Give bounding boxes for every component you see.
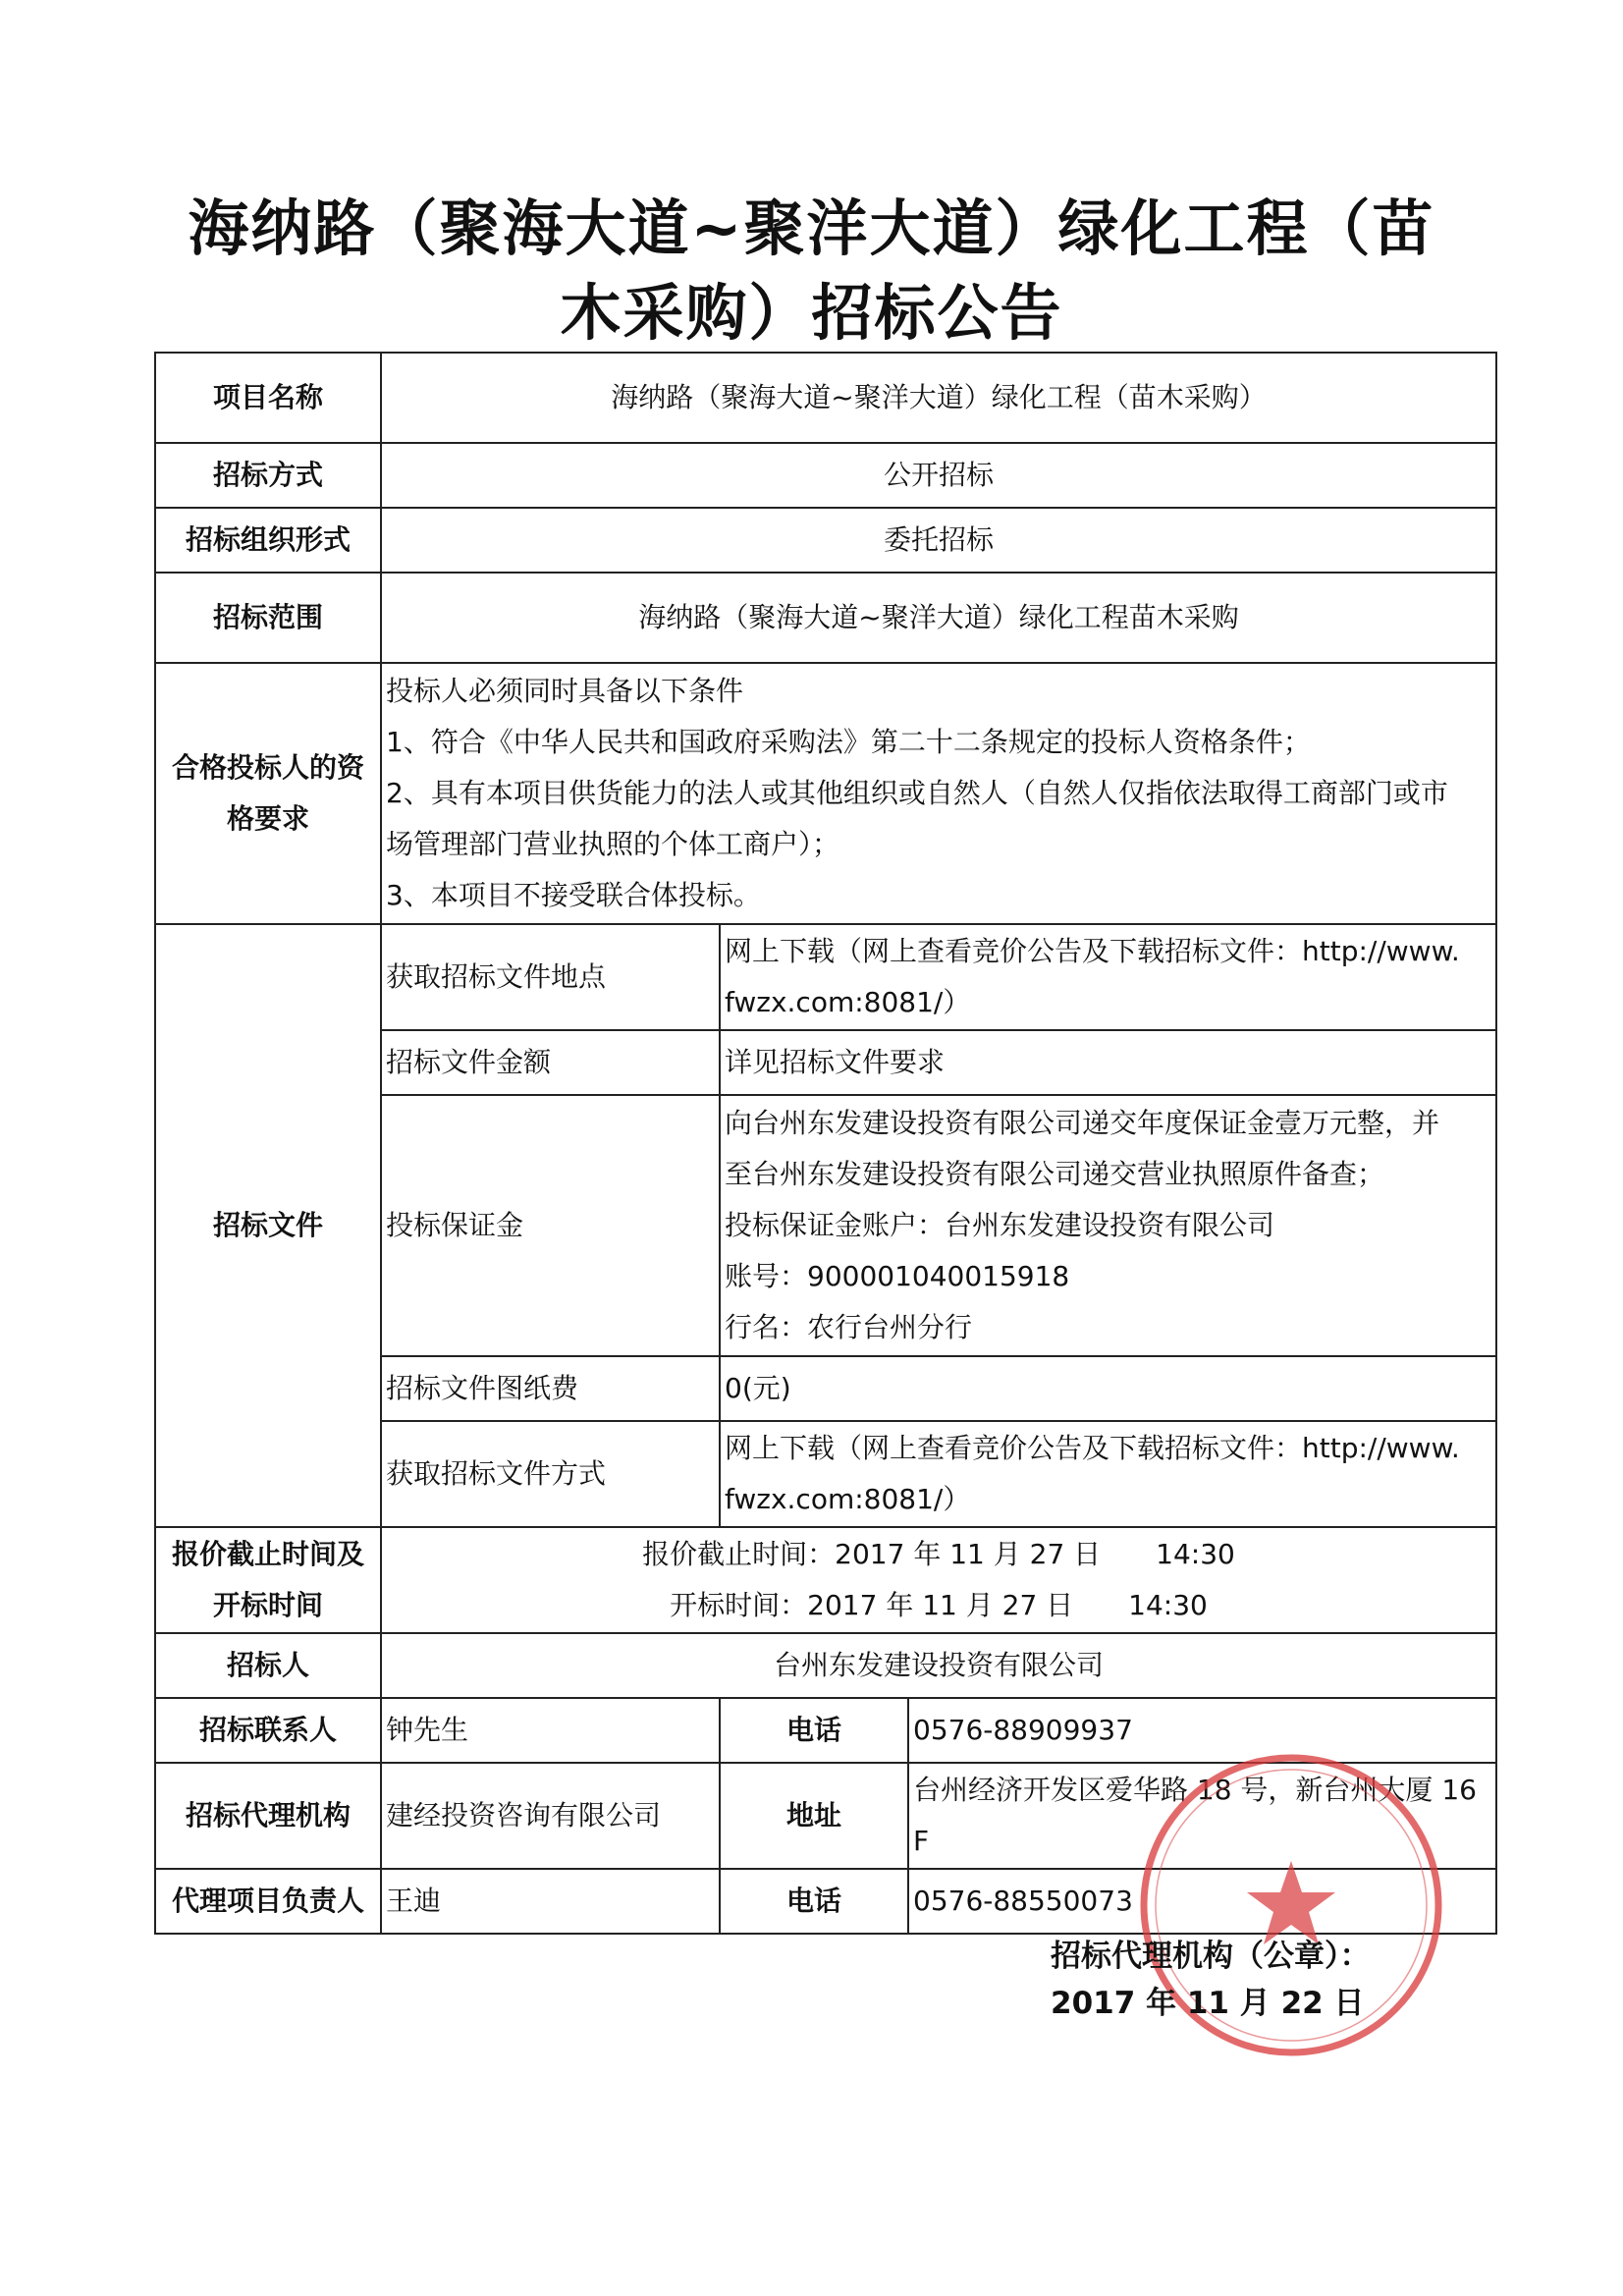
deposit-line: 账号：900001040015918 — [725, 1260, 1070, 1292]
deadline-label — [155, 1527, 381, 1633]
qualification-line: 1、符合《中华人民共和国政府采购法》第二十二条规定的投标人资格条件； — [386, 726, 1311, 758]
get-method-line: fwzx.com:8081/） — [725, 1483, 971, 1515]
deadline-value — [381, 1527, 1496, 1633]
get-method-value — [720, 1421, 1496, 1527]
method-label: 招标方式 — [155, 443, 381, 508]
table-row — [155, 573, 1496, 663]
open-time: 开标时间：2017 年 11 月 27 日 14:30 — [670, 1589, 1208, 1621]
project-name-value: 海纳路（聚海大道~聚洋大道）绿化工程（苗木采购） — [381, 353, 1496, 443]
agency-label: 招标代理机构 — [155, 1763, 381, 1869]
table-row — [155, 1633, 1496, 1698]
agent-lead-value: 王迪 — [381, 1869, 720, 1934]
contact-label: 招标联系人 — [155, 1698, 381, 1763]
qualification-value — [381, 663, 1496, 924]
get-location-value — [720, 924, 1496, 1030]
table-row — [155, 443, 1496, 508]
deposit-line: 投标保证金账户：台州东发建设投资有限公司 — [725, 1209, 1275, 1241]
tenderer-value: 台州东发建设投资有限公司 — [381, 1633, 1496, 1698]
deadline-label-text: 报价截止时间及开标时间 — [171, 1538, 364, 1621]
table-row — [155, 1527, 1496, 1633]
method-value: 公开招标 — [381, 443, 1496, 508]
amount-label: 招标文件金额 — [381, 1030, 720, 1095]
contact-phone-value: 0576-88909937 — [908, 1698, 1496, 1763]
amount-value: 详见招标文件要求 — [720, 1030, 1496, 1095]
tenderer-label: 招标人 — [155, 1633, 381, 1698]
get-location-line: 网上下载（网上查看竞价公告及下载招标文件：http://www. — [725, 935, 1460, 967]
agency-value: 建经投资咨询有限公司 — [381, 1763, 720, 1869]
table-row — [155, 663, 1496, 924]
get-location-label: 获取招标文件地点 — [381, 924, 720, 1030]
table-row — [155, 353, 1496, 443]
announcement-table — [154, 352, 1497, 1935]
contact-value: 钟先生 — [381, 1698, 720, 1763]
scope-label: 招标范围 — [155, 573, 381, 663]
deposit-line: 行名：农行台州分行 — [725, 1311, 973, 1343]
docs-label: 招标文件 — [155, 924, 381, 1527]
qualification-line: 2、具有本项目供货能力的法人或其他组织或自然人（自然人仅指依法取得工商部门或市 — [386, 777, 1448, 809]
table-row — [155, 508, 1496, 573]
quote-deadline: 报价截止时间：2017 年 11 月 27 日 14:30 — [642, 1538, 1235, 1570]
table-row — [155, 924, 1496, 1030]
address-line: 台州经济开发区爱华路 18 号，新台州大厦 16 — [913, 1774, 1477, 1806]
org-form-value: 委托招标 — [381, 508, 1496, 573]
get-method-line: 网上下载（网上查看竞价公告及下载招标文件：http://www. — [725, 1432, 1460, 1464]
qualification-line: 场管理部门营业执照的个体工商户）； — [386, 828, 840, 860]
scope-value: 海纳路（聚海大道~聚洋大道）绿化工程苗木采购 — [381, 573, 1496, 663]
drawing-fee-value: 0(元) — [720, 1356, 1496, 1421]
address-line: F — [913, 1825, 930, 1857]
footer — [1051, 1933, 1371, 2027]
agency-address-label: 地址 — [720, 1763, 908, 1869]
seal-caption: 招标代理机构（公章）： — [1051, 1939, 1371, 1974]
deposit-label: 投标保证金 — [381, 1095, 720, 1356]
qualification-label — [155, 663, 381, 924]
title-line-1: 海纳路（聚海大道~聚洋大道）绿化工程（苗 — [188, 192, 1435, 264]
title-line-2: 木采购）招标公告 — [560, 277, 1063, 349]
project-name-label: 项目名称 — [155, 353, 381, 443]
org-form-label: 招标组织形式 — [155, 508, 381, 573]
drawing-fee-label: 招标文件图纸费 — [381, 1356, 720, 1421]
agent-phone-value: 0576-88550073 — [908, 1869, 1496, 1934]
get-location-line: fwzx.com:8081/） — [725, 986, 971, 1018]
page-title — [147, 187, 1476, 355]
deposit-line: 至台州东发建设投资有限公司递交营业执照原件备查； — [725, 1158, 1385, 1190]
deposit-line: 向台州东发建设投资有限公司递交年度保证金壹万元整，并 — [725, 1107, 1440, 1139]
footer-date: 2017 年 11 月 22 日 — [1051, 1986, 1365, 2021]
get-method-label: 获取招标文件方式 — [381, 1421, 720, 1527]
contact-phone-label: 电话 — [720, 1698, 908, 1763]
agent-phone-label: 电话 — [720, 1869, 908, 1934]
qualification-line: 3、本项目不接受联合体投标。 — [386, 879, 761, 911]
deposit-value — [720, 1095, 1496, 1356]
qualification-line: 投标人必须同时具备以下条件 — [386, 675, 744, 707]
qualification-label-text: 合格投标人的资格要求 — [171, 751, 364, 835]
agent-lead-label: 代理项目负责人 — [155, 1869, 381, 1934]
